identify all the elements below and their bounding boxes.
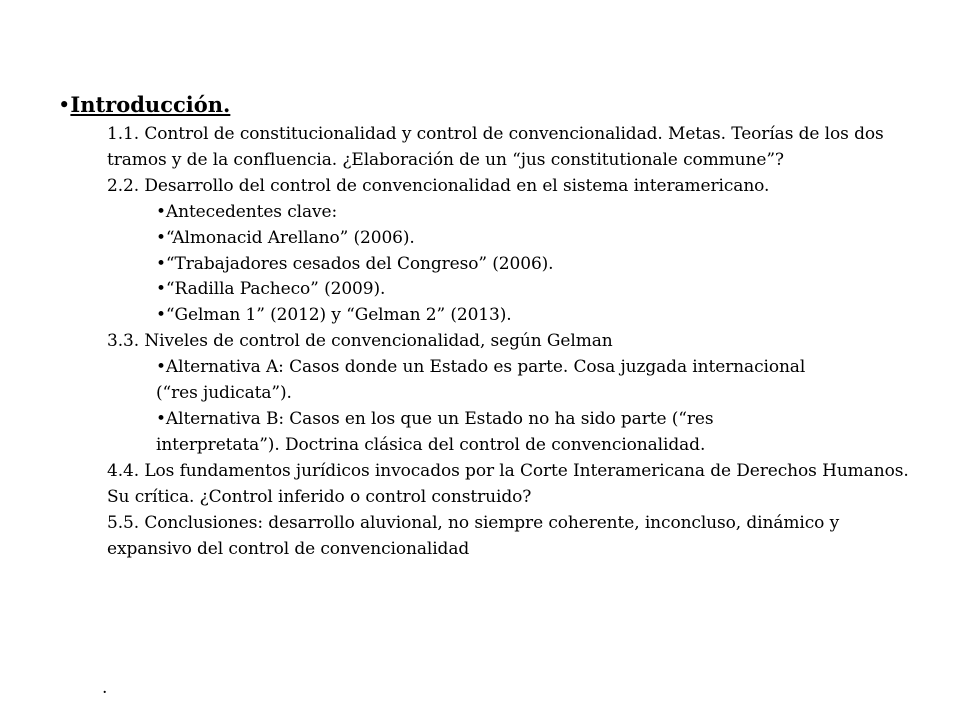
heading-bullet: • (58, 93, 71, 117)
outline-item-5: 5.5. Conclusiones: desarrollo aluvional, no siempre coherente, inconcluso, dinámico y expansivo del control de convencionalidad (107, 512, 840, 559)
outline-subitem: •Alternativa A: Casos donde un Estado es parte. Cosa juzgada internacional (“res judicata”). (156, 357, 806, 404)
outline-item-4: 4.4. Los fundamentos jurídicos invocados por la Corte Interamericana de Derechos Humanos. Su crítica. ¿Control inferido o control construido? (107, 460, 909, 507)
outline-body (0, 122, 960, 562)
slide-heading (58, 90, 230, 120)
outline-subitem: •Antecedentes clave: (156, 201, 338, 222)
outline-subitem: •“Almonacid Arellano” (2006). (156, 227, 415, 248)
outline-subitem: •“Radilla Pacheco” (2009). (156, 279, 386, 300)
outline-subitem: •“Gelman 1” (2012) y “Gelman 2” (2013). (156, 305, 512, 326)
outline-item-3: 3.3. Niveles de control de convencionalidad, según Gelman (107, 331, 613, 352)
heading-text: Introducción. (70, 92, 231, 117)
outline-subitem: •Alternativa B: Casos en los que un Estado no ha sido parte (“res interpretata”). Doctrina clásica del control de convencionalidad. (156, 408, 714, 455)
outline-item-2: 2.2. Desarrollo del control de convencionalidad en el sistema interamericano. (107, 175, 770, 196)
trailing-dot: . (102, 678, 108, 698)
outline-subitem: •“Trabajadores cesados del Congreso” (2006). (156, 253, 554, 274)
outline-item-1: 1.1. Control de constitucionalidad y control de convencionalidad. Metas. Teorías de los dos tramos y de la confluencia. ¿Elaboración de un “jus constitutionale commune”? (107, 124, 884, 170)
